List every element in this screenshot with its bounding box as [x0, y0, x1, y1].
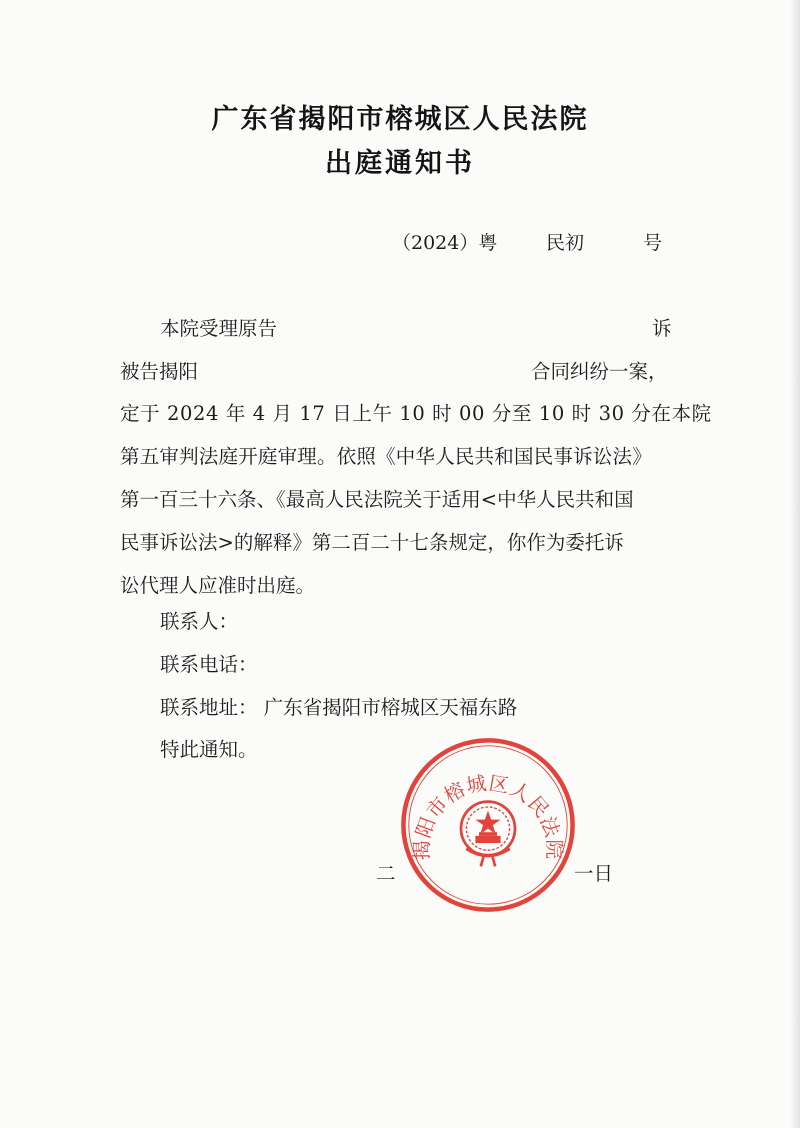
- date-year-part: 二: [376, 862, 396, 885]
- contact-address-label: 联系地址：: [160, 696, 258, 719]
- contact-person: [120, 606, 238, 634]
- national-emblem-icon: [461, 802, 515, 867]
- attendance-line: 讼代理人应准时出庭。: [120, 574, 316, 597]
- case-number-year: （2024）粤: [392, 232, 498, 254]
- legal-basis-line-2: 第一百三十六条、《最高人民法院关于适用<中华人民共和国: [120, 488, 634, 511]
- paragraph-line-2: [120, 356, 198, 384]
- contact-address-value: 广东省揭阳市榕城区天福东路: [263, 696, 518, 719]
- contact-person-label: 联系人：: [160, 610, 239, 633]
- hearing-time-line: 定于 2024 年 4 月 17 日上午 10 时 00 分至 10 时 30 分在本院: [120, 402, 712, 425]
- seal-text: 揭阳市榕城区人民法院: [410, 771, 566, 861]
- legal-basis-line-3: 民事诉讼法>的解释》第二百二十七条规定，你作为委托诉: [120, 531, 624, 554]
- date-day-part: 一日: [574, 862, 614, 885]
- dispute-type: 合同纠纷一案，: [531, 360, 668, 383]
- court-name-title: 广东省揭阳市榕城区人民法院: [211, 104, 589, 135]
- case-number-type: 民初: [546, 232, 585, 254]
- plaintiff-intro: 本院受理原告: [160, 317, 278, 340]
- contact-phone: [120, 649, 258, 677]
- legal-basis-line-1: 第五审判法庭开庭审理。依照《中华人民共和国民事诉讼法》: [120, 445, 652, 468]
- court-seal: [398, 735, 578, 915]
- sue-word: 诉: [652, 317, 672, 340]
- page-edge-shadow: [790, 0, 800, 1128]
- case-number-suffix: 号: [643, 232, 663, 254]
- document-title: 出庭通知书: [325, 148, 475, 179]
- paragraph-line-1: [120, 313, 277, 341]
- contact-phone-label: 联系电话：: [160, 653, 258, 676]
- defendant-intro: 被告揭阳: [120, 360, 199, 383]
- contact-address: [120, 692, 517, 720]
- closing-line: 特此通知。: [160, 738, 258, 761]
